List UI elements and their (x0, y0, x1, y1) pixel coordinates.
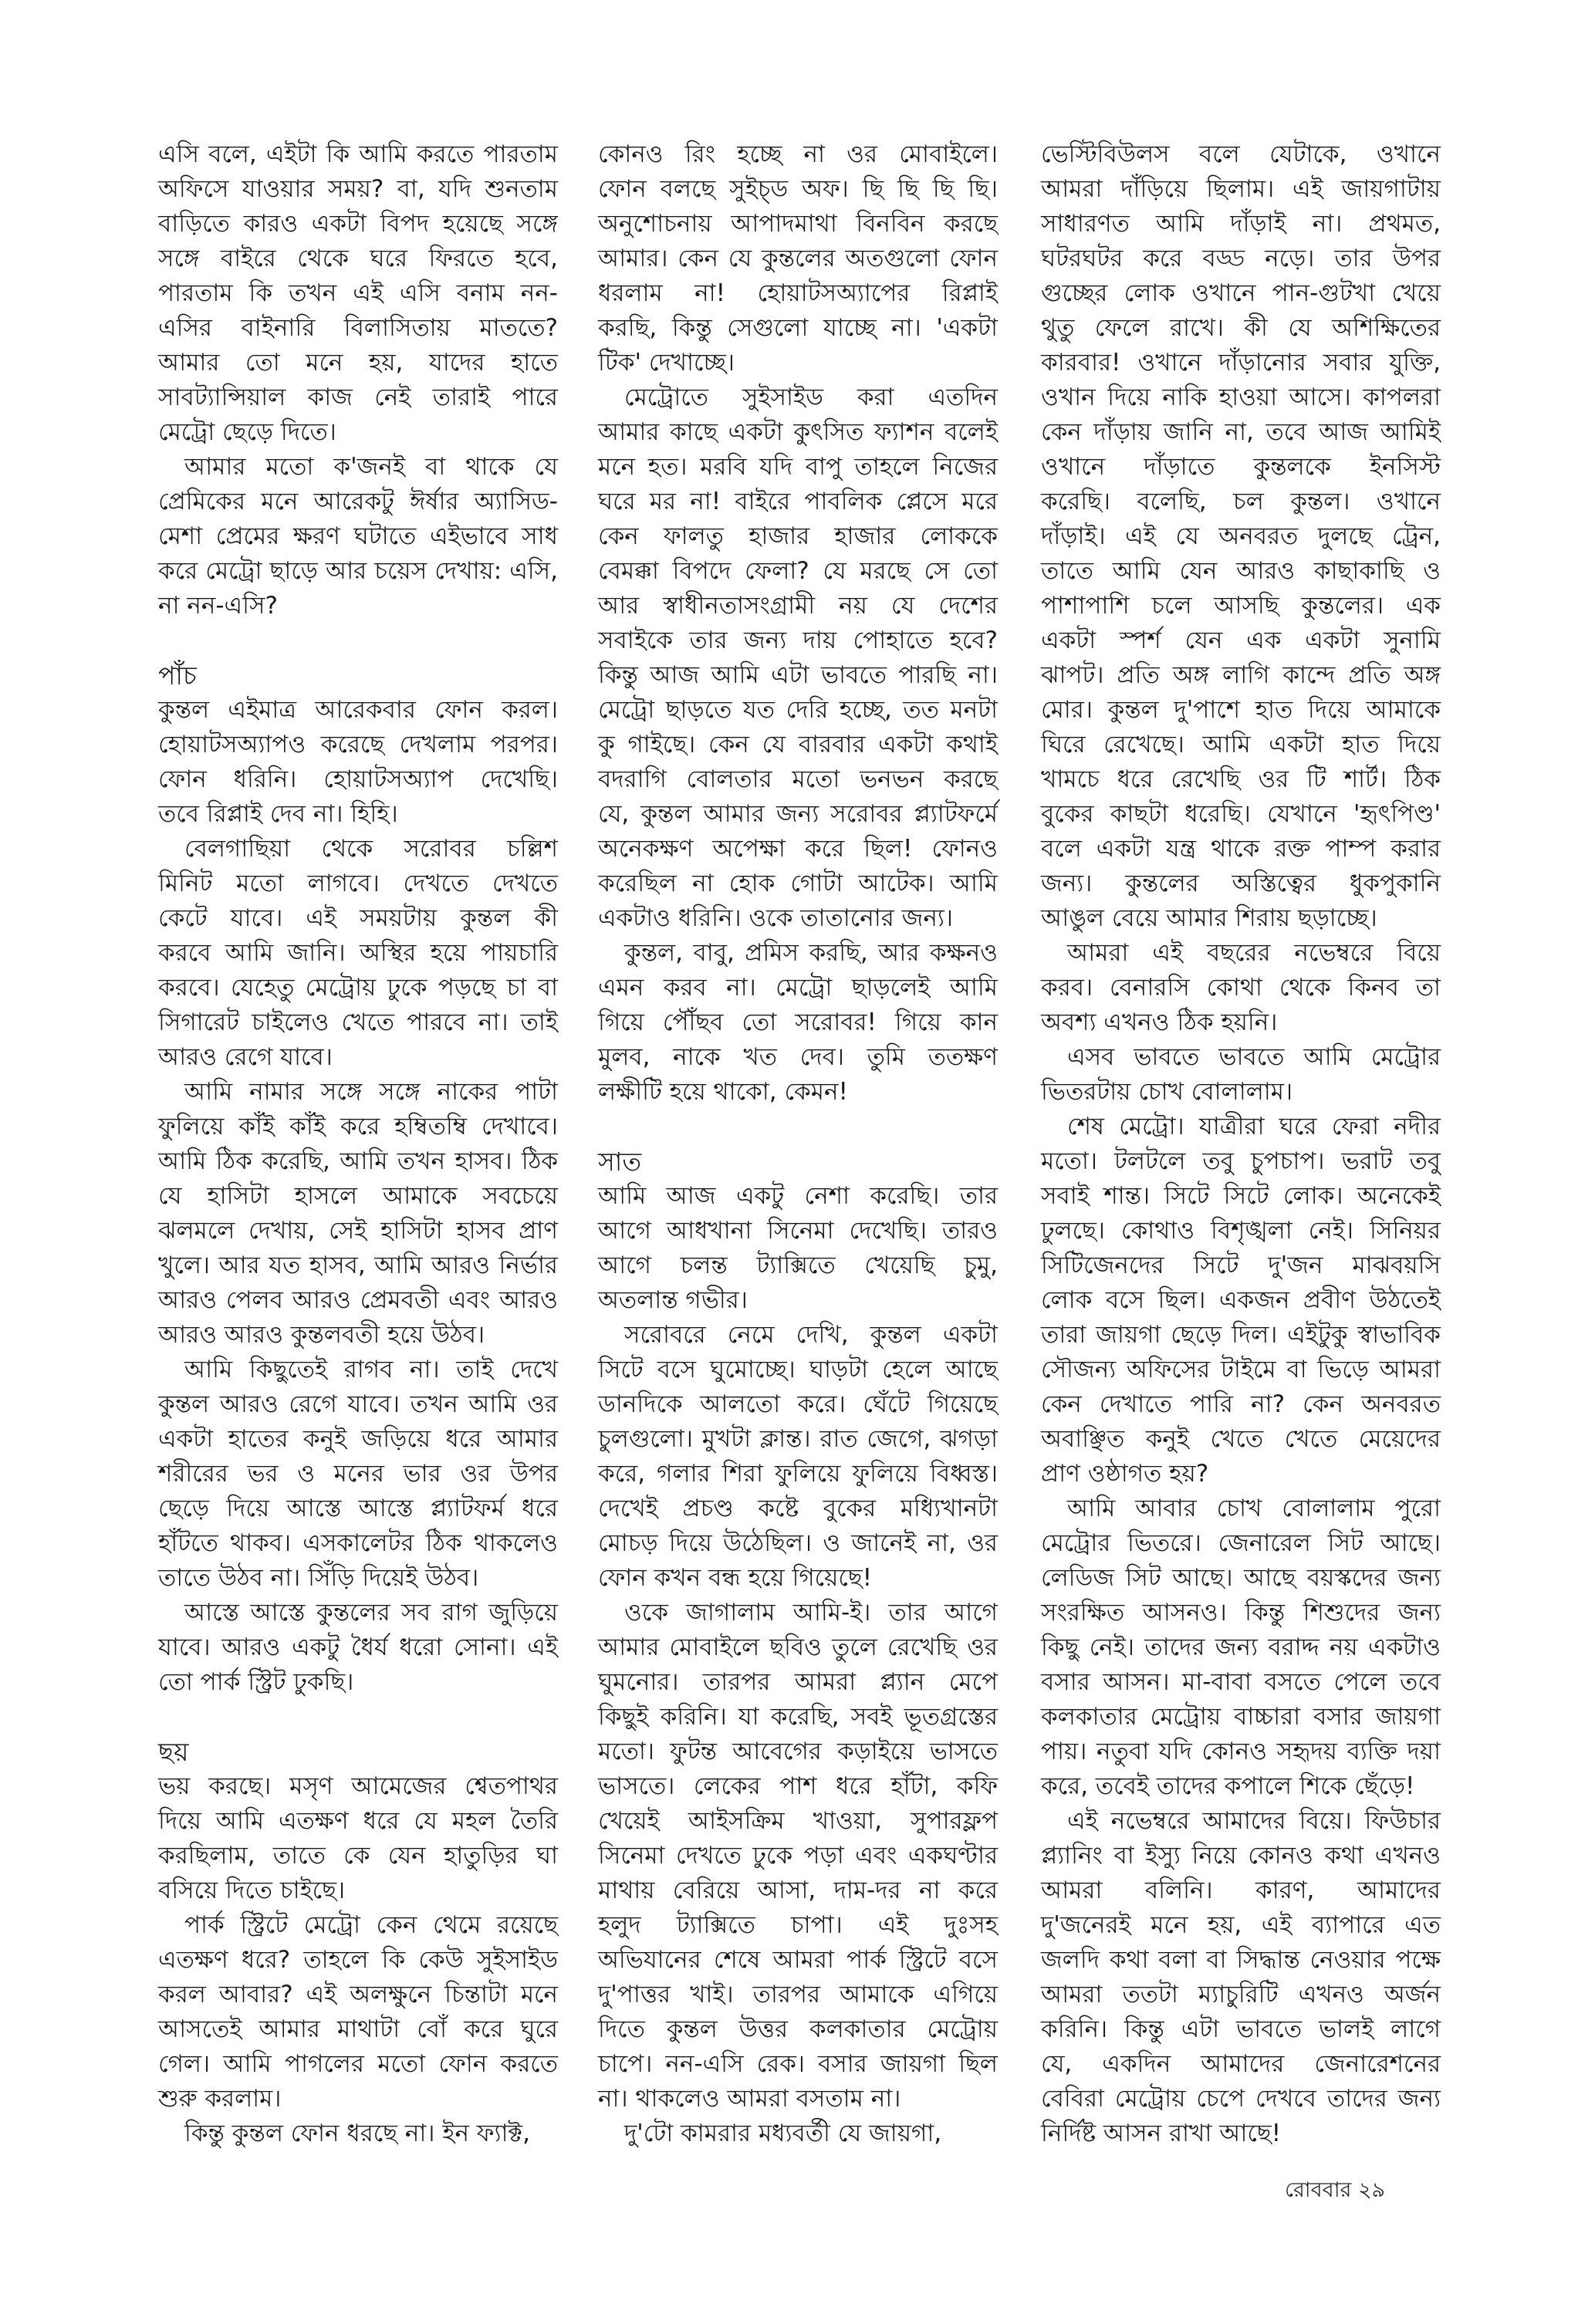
text-line: অনেকক্ষণ অপেক্ষা করে ছিল! ফোনও (598, 835, 998, 863)
paragraph (158, 2116, 558, 2151)
text-line: মনে হত। মরবি যদি বাপু তাহলে নিজের (598, 453, 998, 481)
text-line: মেট্রোতে সুইসাইড করা এতদিন (624, 383, 998, 411)
text-line: দু'টো কামরার মধ্যবর্তী যে জায়গা, (624, 2120, 942, 2147)
text-line: হাঁটতে থাকব। এসকালেটর ঠিক থাকলেও (158, 1529, 558, 1557)
text-line: আমরা বলিনি। কারণ, আমাদের (1041, 1876, 1441, 1904)
text-line: মোর। কুন্তল দু'পাশে হাত দিয়ে আমাকে (1041, 696, 1441, 724)
text-line: করে, গলার শিরা ফুলিয়ে ফুলিয়ে বিধ্বস্ত। (598, 1460, 998, 1488)
text-line: মুলব, নাকে খত দেব। তুমি ততক্ষণ (598, 1043, 998, 1071)
text-line: ভেস্টিবিউলস বলে যেটাকে, ওখানে (1041, 140, 1441, 168)
text-line: ঢুলছে। কোথাও বিশৃঙ্খলা নেই। সিনিয়র (1041, 1217, 1441, 1245)
paragraph (598, 936, 998, 1110)
text-line: ফোন ধরিনি। হোয়াটসঅ্যাপ দেখেছি। (158, 765, 558, 793)
text-line: দু'জনেরই মনে হয়, এই ব্যাপারে এত (1041, 1911, 1441, 1939)
text-line: হোয়াটসঅ্যাপও করেছে দেখলাম পরপর। (158, 731, 558, 758)
text-line: না। থাকলেও আমরা বসতাম না। (598, 2085, 901, 2113)
text-line: গেল। আমি পাগলের মতো ফোন করতে (158, 2050, 558, 2078)
text-line: যে, একদিন আমাদের জেনারেশনের (1041, 2050, 1441, 2078)
text-line: মেট্রো ছাড়তে যত দেরি হচ্ছে, তত মনটা (598, 696, 998, 724)
text-line: ঘিরে রেখেছে। আমি একটা হাত দিয়ে (1041, 731, 1441, 758)
text-line: আমার তো মনে হয়, যাদের হাতে (158, 349, 558, 377)
text-line: খামচে ধরে রেখেছি ওর টি শার্ট। ঠিক (1041, 765, 1441, 793)
text-line: আমি কিছুতেই রাগব না। তাই দেখে (184, 1356, 558, 1383)
text-line: আমি আবার চোখ বোলালাম পুরো (1067, 1495, 1441, 1522)
text-line: পাশাপাশি চলে আসছি কুন্তলের। এক (1041, 592, 1441, 620)
paragraph (158, 450, 558, 623)
text-line: করছি, কিন্তু সেগুলো যাচ্ছে না। 'একটা (598, 314, 998, 342)
text-line: এসির বাইনারি বিলাসিতায় মাততে? (158, 314, 558, 342)
text-line: তবে রিপ্লাই দেব না। হিহি। (158, 800, 398, 828)
text-line: মিনিট মতো লাগবে। দেখতে দেখতে (158, 870, 558, 897)
text-line: অফিসে যাওয়ার সময়? বা, যদি শুনতাম (158, 175, 558, 203)
section-heading: সাত (598, 1147, 642, 1177)
text-line: না নন-এসি? (158, 592, 278, 620)
text-line: কেন দেখাতে পারি না? কেন অনবরত (1041, 1390, 1441, 1418)
text-line: কলকাতার মেট্রোয় বাচ্চারা বসার জায়গা (1041, 1703, 1441, 1731)
text-line: আর স্বাধীনতাসংগ্রামী নয় যে দেশের (598, 592, 998, 620)
text-line: আঙুল বেয়ে আমার শিরায় ছড়াচ্ছে। (1041, 904, 1377, 932)
text-line: সাবট্যান্সিয়াল কাজ নেই তারাই পারে (158, 383, 558, 411)
text-line: চুলগুলো। মুখটা ক্লান্ত। রাত জেগে, ঝগড়া (598, 1425, 998, 1453)
text-line: প্রাণ ওষ্ঠাগত হয়? (1041, 1460, 1209, 1488)
text-line: ফোন বলছে সুইচ্ড অফ। ছি ছি ছি ছি। (598, 175, 998, 203)
text-line: আমি আজ একটু নেশা করেছি। তার (598, 1182, 998, 1210)
text-line: তাতে আমি যেন আরও কাছাকাছি ও (1041, 557, 1441, 585)
paragraph (598, 1318, 998, 1596)
text-line: খুলে। আর যত হাসব, আমি আরও নির্ভার (158, 1252, 558, 1279)
text-line: আরও আরও কুন্তলবতী হয়ে উঠব। (158, 1321, 485, 1349)
text-line: জলদি কথা বলা বা সিদ্ধান্ত নেওয়ার পক্ষে (1041, 1946, 1441, 1974)
text-line: করছিলাম, তাতে কে যেন হাতুড়ির ঘা (158, 1842, 558, 1870)
text-column-1 (158, 137, 558, 2151)
section-heading: ছয় (158, 1737, 189, 1767)
text-line: ঘরে মর না! বাইরে পাবলিক প্লেসে মরে (598, 488, 998, 515)
paragraph (598, 137, 998, 380)
text-line: বুকের কাছটা ধরেছি। যেখানে 'হৃৎপিণ্ড' (1041, 800, 1441, 828)
text-line: সংরক্ষিত আসনও। কিন্তু শিশুদের জন্য (1041, 1599, 1441, 1626)
paragraph (598, 2116, 998, 2151)
paragraph (1041, 137, 1441, 936)
paragraph (158, 832, 558, 1075)
text-line: বসার আসন। মা-বাবা বসতে পেলে তবে (1041, 1668, 1441, 1696)
text-line: লোক বসে ছিল। একজন প্রবীণ উঠতেই (1041, 1286, 1441, 1314)
text-line: সিটে বসে ঘুমোচ্ছে। ঘাড়টা হেলে আছে (598, 1356, 998, 1383)
text-line: লক্ষীটি হয়ে থাকো, কেমন! (598, 1078, 848, 1106)
text-line: এতক্ষণ ধরে? তাহলে কি কেউ সুইসাইড (158, 1946, 558, 1974)
text-line: ঝাপট। প্রতি অঙ্গ লাগি কান্দে প্রতি অঙ্গ (1041, 661, 1441, 689)
text-line: এই নভেম্বরে আমাদের বিয়ে। ফিউচার (1067, 1807, 1441, 1835)
text-line: বলে একটা যন্ত্র থাকে রক্ত পাম্প করার (1041, 835, 1441, 863)
text-line: পায়। নতুবা যদি কোনও সহৃদয় ব্যক্তি দয়া (1041, 1738, 1441, 1765)
text-line: সিগারেট চাইলেও খেতে পারবে না। তাই (158, 1008, 558, 1036)
text-column-3 (1041, 137, 1441, 2151)
paragraph (158, 137, 558, 450)
text-line: করিনি। কিন্তু এটা ভাবতে ভালই লাগে (1041, 2015, 1441, 2043)
text-line: আমার মতো ক'জনই বা থাকে যে (184, 453, 558, 481)
text-line: মেট্রো ছেড়ে দিতে। (158, 418, 336, 446)
paragraph (158, 1908, 558, 2116)
text-line: মেট্রোর ভিতরে। জেনারেল সিট আছে। (1041, 1529, 1441, 1557)
text-line: এসি বলে, এইটা কি আমি করতে পারতাম (158, 140, 558, 168)
text-line: সবাই শান্ত। সিটে সিটে লোক। অনেকেই (1041, 1182, 1441, 1210)
text-line: গিয়ে পৌঁছব তো সরোবর! গিয়ে কান (598, 1008, 998, 1036)
text-line: তো পার্ক স্ট্রিট ঢুকছি। (158, 1668, 354, 1696)
text-line: দু'পাত্তর খাই। তারপর আমাকে এগিয়ে (598, 1981, 998, 2008)
text-line: মতো। টলটলে তবু চুপচাপ। ভরাট তবু (1041, 1147, 1441, 1175)
text-line: পারতাম কি তখন এই এসি বনাম নন- (158, 279, 558, 307)
text-line: ডানদিকে আলতো করে। ঘেঁটে গিয়েছে (598, 1390, 998, 1418)
text-line: আমরা দাঁড়িয়ে ছিলাম। এই জায়গাটায় (1041, 175, 1441, 203)
text-line: সবাইকে তার জন্য দায় পোহাতে হবে? (598, 627, 998, 654)
text-line: ভিতরটায় চোখ বোলালাম। (1041, 1078, 1293, 1106)
text-line: একটা স্পর্শ যেন এক একটা সুনামি (1041, 627, 1441, 654)
text-line: হলুদ ট্যাক্সিতে চাপা। এই দুঃসহ (598, 1911, 998, 1939)
page-footer (1285, 2174, 1385, 2209)
text-line: যাবে। আরও একটু ধৈর্য ধরো সোনা। এই (158, 1633, 558, 1661)
paragraph (1041, 1804, 1441, 2151)
text-line: অনুশোচনায় আপাদমাথা বিনবিন করছে (598, 210, 998, 238)
text-line: করবে। যেহেতু মেট্রোয় ঢুকে পড়ছে চা বা (158, 974, 558, 1002)
text-line: দিয়ে আমি এতক্ষণ ধরে যে মহল তৈরি (158, 1807, 558, 1835)
text-line: অবাঞ্ছিত কনুই খেতে খেতে মেয়েদের (1041, 1425, 1441, 1453)
text-line: বেলগাছিয়া থেকে সরোবর চল্লিশ (184, 835, 558, 863)
text-line: আগে আধখানা সিনেমা দেখেছি। তারও (598, 1217, 998, 1245)
text-line: করব। বেনারসি কোথা থেকে কিনব তা (1041, 974, 1441, 1002)
text-line: দেখেই প্রচণ্ড কষ্টে বুকের মধ্যিখানটা (598, 1495, 998, 1522)
text-line: ভয় করছে। মসৃণ আমেজের শ্বেতপাথর (158, 1772, 558, 1800)
text-line: অভিযানের শেষে আমরা পার্ক স্ট্রিটে বসে (598, 1946, 998, 1974)
text-line: কুন্তল আরও রেগে যাবে। তখন আমি ওর (158, 1390, 558, 1418)
text-line: আমরা এই বছরের নভেম্বরে বিয়ে (1067, 939, 1441, 967)
text-line: আমার। কেন যে কুন্তলের অতগুলো ফোন (598, 245, 998, 272)
text-line: কিছু নেই। তাদের জন্য বরাদ্দ নয় একটাও (1041, 1633, 1441, 1661)
text-line: বসিয়ে দিতে চাইছে। (158, 1876, 346, 1904)
text-line: বেবিরা মেট্রোয় চেপে দেখবে তাদের জন্য (1041, 2085, 1441, 2113)
text-line: করে মেট্রো ছাড়ে আর চয়েস দেখায়: এসি, (158, 557, 558, 585)
text-line: বেমক্কা বিপদে ফেলা? যে মরছে সে তো (598, 557, 998, 585)
text-line: ঘটরঘটর করে বড্ড নড়ে। তার উপর (1041, 245, 1441, 272)
text-line: এমন করব না। মেট্রো ছাড়লেই আমি (598, 974, 998, 1002)
text-line: লেডিজ সিট আছে। আছে বয়স্কদের জন্য (1041, 1564, 1441, 1592)
paragraph (158, 1596, 558, 1700)
text-line: চাপে। নন-এসি রেক। বসার জায়গা ছিল (598, 2050, 998, 2078)
text-line: পার্ক স্ট্রিটে মেট্রো কেন থেমে রয়েছে (184, 1911, 558, 1939)
text-line: মেশা প্রেমের ক্ষরণ ঘটাতে এইভাবে সাধ (158, 522, 558, 550)
text-line: কোনও রিং হচ্ছে না ওর মোবাইলে। (598, 140, 998, 168)
text-line: কিছুই করিনি। যা করেছি, সবই ভূতগ্রস্তের (598, 1703, 998, 1731)
text-line: একটাও ধরিনি। ওকে তাতানোর জন্য। (598, 904, 953, 932)
text-line: প্রেমিকের মনে আরেকটু ঈর্ষার অ্যাসিড- (158, 488, 558, 515)
text-line: কিন্তু আজ আমি এটা ভাবতে পারছি না। (598, 661, 998, 689)
text-line: ঝলমলে দেখায়, সেই হাসিটা হাসব প্রাণ (158, 1217, 558, 1245)
text-line: সিটিজেনদের সিটে দু'জন মাঝবয়সি (1041, 1252, 1441, 1279)
text-line: মতো। ফুটন্ত আবেগের কড়াইয়ে ভাসতে (598, 1738, 998, 1765)
paragraph (158, 693, 558, 832)
page-number: ২৯ (1357, 2178, 1386, 2202)
text-line: কেটে যাবে। এই সময়টায় কুন্তল কী (158, 904, 558, 932)
text-line: কেন দাঁড়ায় জানি না, তবে আজ আমিই (1041, 418, 1441, 446)
text-line: করে, তবেই তাদের কপালে শিকে ছেঁড়ে! (1041, 1772, 1415, 1800)
text-line: ওখানে দাঁড়াতে কুন্তলকে ইনসিস্ট (1041, 453, 1441, 481)
text-line: ওখান দিয়ে নাকি হাওয়া আসে। কাপলরা (1041, 383, 1441, 411)
text-line: যে, কুন্তল আমার জন্য সরোবর প্ল্যাটফর্মে (598, 800, 998, 828)
section-gap (158, 623, 558, 658)
text-line: আরও পেলব আরও প্রেমবতী এবং আরও (158, 1286, 558, 1314)
text-line: এসব ভাবতে ভাবতে আমি মেট্রোর (1067, 1043, 1441, 1071)
text-line: ফুলিয়ে কাঁই কাঁই করে হম্বিতম্বি দেখাবে। (158, 1113, 558, 1140)
text-line: অতলান্ত গভীর। (598, 1286, 748, 1314)
paragraph (1041, 1040, 1441, 1110)
text-line: বাড়িতে কারও একটা বিপদ হয়েছে সঙ্গে (158, 210, 558, 238)
text-line: ধরলাম না! হোয়াটসঅ্যাপের রিপ্লাই (598, 279, 998, 307)
text-line: আমি ঠিক করেছি, আমি তখন হাসব। ঠিক (158, 1147, 558, 1175)
paragraph (158, 1353, 558, 1596)
text-line: জন্য। কুন্তলের অস্তিত্বের ধুকপুকানি (1041, 870, 1441, 897)
text-line: নির্দিষ্ট আসন রাখা আছে! (1041, 2120, 1282, 2147)
text-line: কারবার! ওখানে দাঁড়ানোর সবার যুক্তি, (1041, 349, 1441, 377)
paragraph (598, 380, 998, 936)
text-line: প্ল্যানিং বা ইস্যু নিয়ে কোনও কথা এখনও (1041, 1842, 1441, 1870)
text-line: আস্তে আস্তে কুন্তলের সব রাগ জুড়িয়ে (184, 1599, 558, 1626)
text-line: সিনেমা দেখতে ঢুকে পড়া এবং একঘণ্টার (598, 1842, 998, 1870)
text-line: শরীরের ভর ও মনের ভার ওর উপর (158, 1460, 558, 1488)
text-line: শেষ মেট্রো। যাত্রীরা ঘরে ফেরা নদীর (1067, 1113, 1441, 1140)
text-line: সঙ্গে বাইরে থেকে ঘরে ফিরতে হবে, (158, 245, 558, 272)
text-line: সৌজন্য অফিসের টাইমে বা ভিড়ে আমরা (1041, 1356, 1441, 1383)
text-line: কুন্তল, বাবু, প্রমিস করছি, আর কক্ষনও (624, 939, 998, 967)
text-line: খেয়েই আইসক্রিম খাওয়া, সুপারফ্লপ (598, 1807, 998, 1835)
text-line: করেছিল না হোক গোটা আটেক। আমি (598, 870, 998, 897)
section-gap (158, 1700, 558, 1735)
text-line: ঘুমনোর। তারপর আমরা প্ল্যান মেপে (598, 1668, 998, 1696)
text-line: তাতে উঠব না। সিঁড়ি দিয়েই উঠব। (158, 1564, 479, 1592)
text-line: ভাসতে। লেকের পাশ ধরে হাঁটা, কফি (598, 1772, 998, 1800)
text-line: থুতু ফেলে রাখে। কী যে অশিক্ষিতের (1041, 314, 1441, 342)
text-column-2 (598, 137, 998, 2151)
text-line: করেছি। বলেছি, চল কুন্তল। ওখানে (1041, 488, 1441, 515)
section-gap (598, 1110, 998, 1144)
text-line: তারা জায়গা ছেড়ে দিল। এইটুকু স্বাভাবিক (1041, 1321, 1441, 1349)
text-line: গুচ্ছের লোক ওখানে পান-গুটখা খেয়ে (1041, 279, 1441, 307)
text-line: আমি নামার সঙ্গে সঙ্গে নাকের পাটা (184, 1078, 558, 1106)
text-line: আমরা ততটা ম্যাচুরিটি এখনও অর্জন (1041, 1981, 1441, 2008)
section-heading: পাঁচ (158, 660, 197, 691)
text-line: করল আবার? এই অলক্ষুনে চিন্তাটা মনে (158, 1981, 558, 2008)
text-line: বদরাগি বোলতার মতো ভনভন করছে (598, 765, 998, 793)
paragraph (598, 1179, 998, 1318)
paragraph (1041, 1110, 1441, 1491)
paragraph (1041, 1491, 1441, 1804)
text-line: কুন্তল এইমাত্র আরেকবার ফোন করল। (158, 696, 558, 724)
text-line: অবশ্য এখনও ঠিক হয়নি। (1041, 1008, 1278, 1036)
text-line: একটা হাতের কনুই জড়িয়ে ধরে আমার (158, 1425, 558, 1453)
text-line: ছেড়ে দিয়ে আস্তে আস্তে প্ল্যাটফর্ম ধরে (158, 1495, 558, 1522)
text-line: কু গাইছে। কেন যে বারবার একটা কথাই (598, 731, 998, 758)
text-line: করবে আমি জানি। অস্থির হয়ে পায়চারি (158, 939, 558, 967)
text-line: শুরু করলাম। (158, 2085, 282, 2113)
text-line: দিতে কুন্তল উত্তর কলকাতার মেট্রোয় (598, 2015, 998, 2043)
text-line: আরও রেগে যাবে। (158, 1043, 333, 1071)
paragraph (158, 1075, 558, 1353)
text-line: আগে চলন্ত ট্যাক্সিতে খেয়েছি চুমু, (598, 1252, 998, 1279)
text-line: আমার মোবাইলে ছবিও তুলে রেখেছি ওর (598, 1633, 998, 1661)
text-line: টিক' দেখাচ্ছে। (598, 349, 735, 377)
paragraph (158, 1769, 558, 1908)
text-line: মাথায় বেরিয়ে আসা, দাম-দর না করে (598, 1876, 998, 1904)
paragraph (598, 1596, 998, 2116)
text-line: আসতেই আমার মাথাটা বোঁ করে ঘুরে (158, 2015, 558, 2043)
magazine-name: রোববার (1285, 2178, 1352, 2202)
text-line: ওকে জাগালাম আমি-ই। তার আগে (624, 1599, 998, 1626)
paragraph (1041, 936, 1441, 1040)
text-line: মোচড় দিয়ে উঠেছিল। ও জানেই না, ওর (598, 1529, 998, 1557)
text-line: কেন ফালতু হাজার হাজার লোককে (598, 522, 998, 550)
text-line: সরোবরে নেমে দেখি, কুন্তল একটা (624, 1321, 998, 1349)
text-line: সাধারণত আমি দাঁড়াই না। প্রথমত, (1041, 210, 1441, 238)
text-line: যে হাসিটা হাসলে আমাকে সবচেয়ে (158, 1182, 558, 1210)
text-line: ফোন কখন বন্ধ হয়ে গিয়েছে! (598, 1564, 873, 1592)
text-line: দাঁড়াই। এই যে অনবরত দুলছে ট্রেন, (1041, 522, 1441, 550)
text-line: কিন্তু কুন্তল ফোন ধরছে না। ইন ফ্যাক্ট, (184, 2120, 530, 2147)
text-line: আমার কাছে একটা কুৎসিত ফ্যাশন বলেই (598, 418, 998, 446)
